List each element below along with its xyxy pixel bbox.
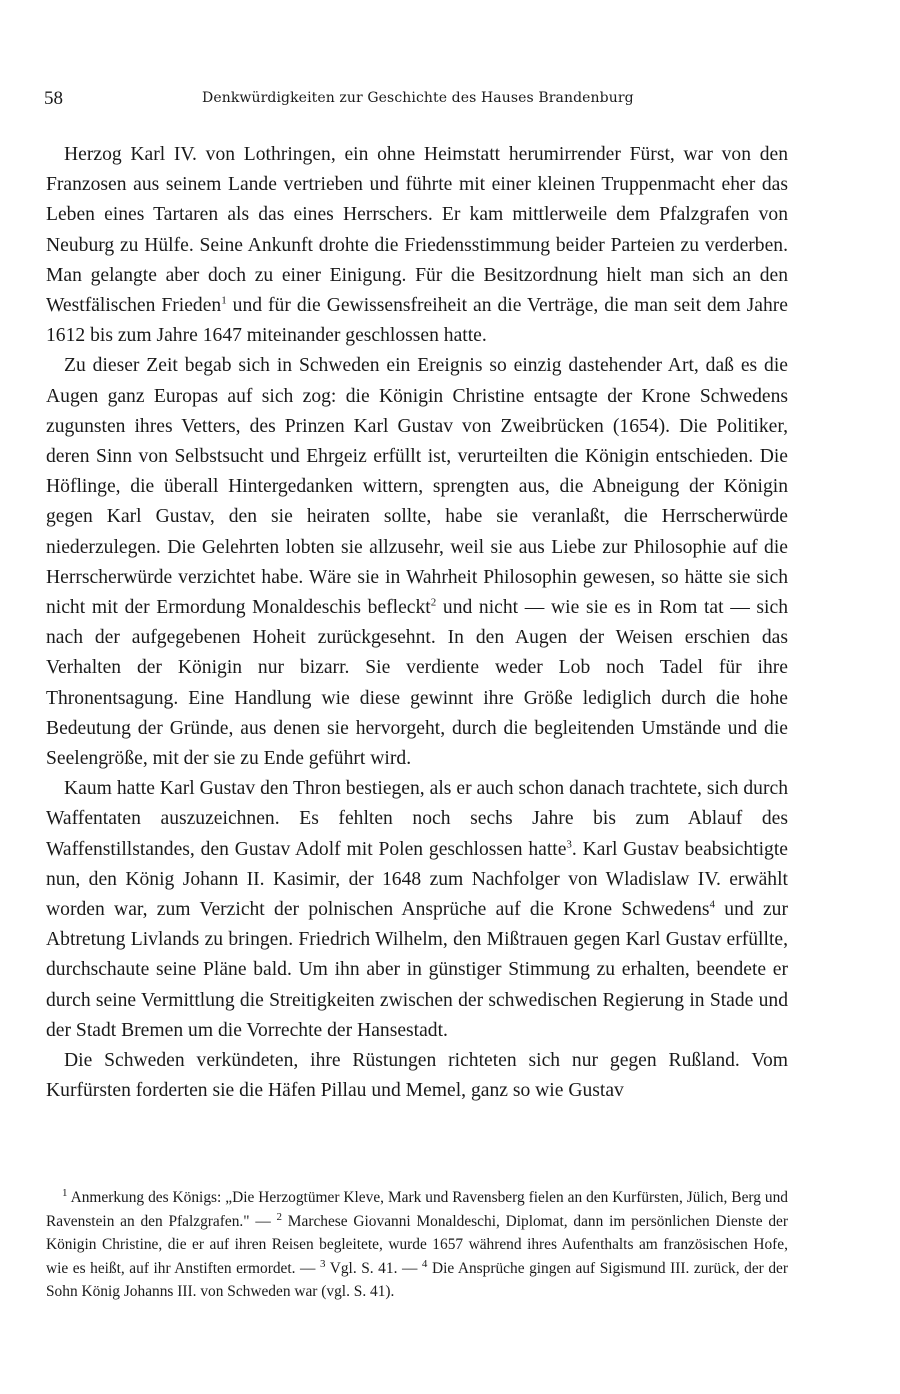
footnote-text: Anmerkung des Königs: „Die Herzogtümer Kleve, Mark und Ravensberg fielen an den Kurfürsten, Jülich, Berg und Ravenstein an den Pfalzgrafen." — (46, 1189, 788, 1230)
text-run: und für die Gewissensfreiheit an die Verträge, die man seit dem Jahre 1612 bis zum Jahre 1647 miteinander geschlossen hatte. (46, 295, 788, 347)
footnote-text: Marchese Giovanni Monaldeschi, Diplomat, dann im persönlichen Dienste der Königin Christine, die er auf ihren Reisen begleitete, wurde 1657 während ihres Aufenthalts am französischen Hofe, wie es heißt, auf ihr Anstiften ermordet. — (46, 1212, 788, 1277)
text-run: und zur Abtretung Livlands zu bringen. Friedrich Wilhelm, den Mißtrauen gegen Karl Gustav erfüllte, durchschaute seine Pläne bald. Um ihn aber in günstiger Stimmung zu erhalten, beendete er durch seine Vermittlung die Streitigkeiten zwischen der schwedischen Regierung in Stade und der Stadt Bremen um die Vorrechte der Hansestadt. (46, 899, 788, 1041)
text-run: . Karl Gustav beabsichtigte nun, den König Johann II. Kasimir, der 1648 zum Nachfolger von Wladislaw IV. erwählt worden war, zum Verzicht der polnischen Ansprüche auf die Krone Schwedens (46, 838, 788, 921)
footnote-marker: 2 (276, 1210, 283, 1223)
footnote-text: Die Ansprüche gingen auf Sigismund III. zurück, der der Sohn König Johanns III. von Schweden war (vgl. S. 41). (46, 1259, 788, 1300)
footnote-block (46, 1186, 788, 1304)
footnote-ref: 3 (566, 838, 572, 851)
text-run: Herzog Karl IV. von Lothringen, ein ohne Heimstatt herumirrender Fürst, war von den Franzosen aus seinem Lande vertrieben und führte mit einer kleinen Truppenmacht eher das Leben eines Tartaren als das eines Herrschers. Er kam mittlerweile dem Pfalzgrafen von Neuburg zu Hülfe. Seine Ankunft drohte die Friedensstimmung beider Parteien zu verderben. Man gelangte aber doch zu einer Einigung. Für die Besitzordnung hielt man sich an den Westfälischen Frieden (46, 144, 788, 317)
main-text (46, 140, 788, 1107)
paragraph (46, 774, 788, 1046)
footnote-ref: 2 (430, 596, 437, 609)
text-run: Kaum hatte Karl Gustav den Thron bestiegen, als er auch schon danach trachtete, sich durch Waffentaten auszuzeichnen. Es fehlten noch sechs Jahre bis zum Ablauf des Waffenstillstandes, den Gustav Adolf mit Polen geschlossen hatte (46, 778, 788, 860)
footnote-marker: 3 (319, 1257, 326, 1270)
text-run: Die Schweden verkündeten, ihre Rüstungen richteten sich nur gegen Rußland. Vom Kurfürsten forderten sie die Häfen Pillau und Memel, ganz so wie Gustav (46, 1050, 788, 1102)
footnote-text: Vgl. S. 41. — (325, 1259, 422, 1277)
paragraph (46, 351, 788, 774)
text-run: und nicht — wie sie es in Rom tat — sich nach der aufgegebenen Hoheit zurückgesehnt. In den Augen der Weisen erschien das Verhalten der Königin nur bizarr. Sie verdiente weder Lob noch Tadel für ihre Thronentsagung. Eine Handlung wie diese gewinnt ihre Größe lediglich durch die hohe Bedeutung der Gründe, aus denen sie hervorgeht, durch die begleitenden Umstände und die Seelengröße, mit der sie zu Ende geführt wird. (46, 597, 788, 770)
page-number: 58 (44, 88, 63, 109)
paragraph (46, 140, 788, 351)
footnote-marker: 1 (62, 1186, 68, 1199)
footnote-ref: 1 (221, 294, 227, 307)
footnote-marker: 4 (421, 1257, 428, 1270)
footnotes (46, 1186, 788, 1304)
text-run: Zu dieser Zeit begab sich in Schweden ein Ereignis so einzig dastehender Art, daß es die Augen ganz Europas auf sich zog: die Königin Christine entsagte der Krone Schwedens zugunsten ihres Vetters, des Prinzen Karl Gustav von Zweibrücken (1654). Die Politiker, deren Sinn von Selbstsucht und Ehrgeiz erfüllt ist, verurteilten die Königin entschieden. Die Höflinge, die überall Hintergedanken wittern, sprengten aus, die Abneigung der Königin gegen Karl Gustav, den sie heiraten sollte, habe sie veranlaßt, die Herrscherwürde niederzulegen. Die Gelehrten lobten sie allzusehr, weil sie aus Liebe zur Philosophie auf die Herrscherwürde verzichtet habe. Wäre sie in Wahrheit Philosophin gewesen, so hätte sie sich nicht mit der Ermordung Monaldeschis befleckt (46, 355, 788, 619)
page-header (44, 88, 834, 114)
running-title: Denkwürdigkeiten zur Geschichte des Hauses Brandenburg (202, 90, 634, 106)
paragraph (46, 1046, 788, 1106)
footnote-ref: 4 (709, 898, 716, 911)
